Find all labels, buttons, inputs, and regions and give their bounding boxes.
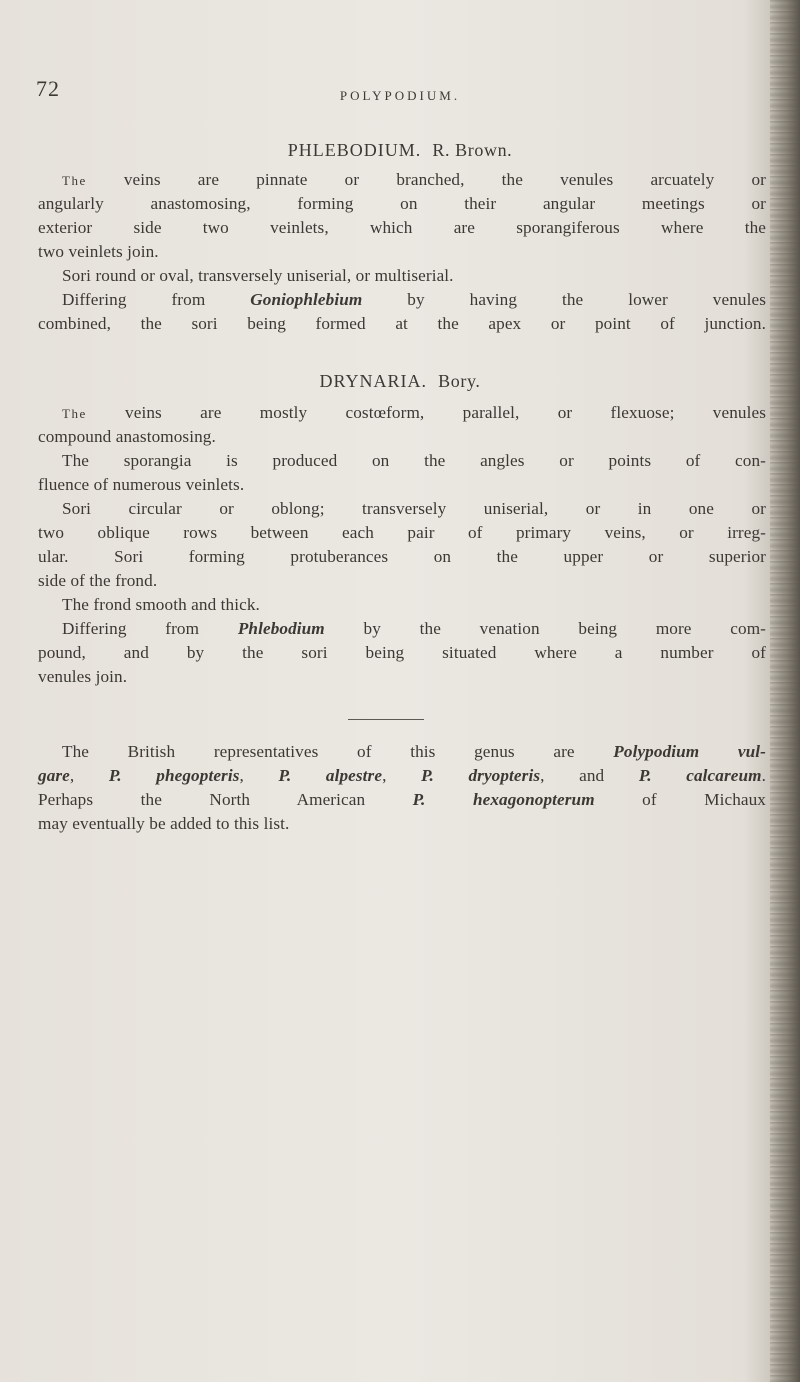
italic-genus: Goniophlebium: [250, 290, 363, 309]
line-text: Differing from: [62, 619, 238, 638]
line-text: ,: [382, 766, 422, 785]
line-text: veins are mostly costœform, parallel, or flexuose; venules: [86, 403, 766, 422]
paragraph-line: pound, and by the sori being situated where a number of: [38, 643, 766, 662]
paragraph-line: angularly anastomosing, forming on their angular meetings or: [38, 194, 766, 213]
line-text: by the venation being more com-: [324, 619, 766, 638]
paragraph-line: [38, 790, 766, 810]
page-number: 72: [36, 76, 60, 101]
line-text: Differing from: [62, 290, 251, 309]
paragraph-line: [62, 170, 766, 190]
paragraph-line: [62, 290, 766, 310]
paragraph-line: two veinlets join.: [38, 242, 159, 261]
genus-author: [438, 371, 480, 391]
paragraph-line: venules join.: [38, 667, 128, 686]
line-text: of Michaux: [594, 790, 766, 809]
section-heading-drynaria: [0, 371, 800, 392]
paragraph-line: fluence of numerous veinlets.: [38, 475, 245, 494]
line-text: veins are pinnate or branched, the venules arcuately or: [86, 170, 766, 189]
section-divider-rule: [348, 719, 424, 720]
paragraph-line: exterior side two veinlets, which are sporangiferous where the: [38, 218, 766, 237]
paragraph-line: compound anastomosing.: [38, 427, 216, 446]
genus-author: [432, 140, 512, 160]
italic-genus: Phlebodium: [237, 619, 325, 638]
paragraph-line: The frond smooth and thick.: [62, 595, 260, 614]
line-text: , and: [540, 766, 639, 785]
paragraph-line: Sori round or oval, transversely uniserial, or multiserial.: [62, 266, 454, 285]
italic-species: P. phegopteris: [108, 766, 240, 785]
italic-species: P. hexagonopterum: [412, 790, 595, 809]
paragraph-line: [62, 619, 766, 639]
italic-species: gare: [38, 766, 70, 785]
paragraph-line: ular. Sori forming protuberances on the upper or superior: [38, 547, 766, 566]
paragraph-line: side of the frond.: [38, 571, 158, 590]
italic-species: P. calcareum: [638, 766, 762, 785]
italic-species: P. alpestre: [278, 766, 383, 785]
paragraph-line: Sori circular or oblong; transversely uniserial, or in one or: [62, 499, 766, 518]
genus-name: PHLEBODIUM.: [287, 140, 422, 160]
italic-species: P. dryopteris: [421, 766, 541, 785]
paragraph-line: two oblique rows between each pair of primary veins, or irreg-: [38, 523, 766, 542]
line-text: The British representatives of this genus are: [62, 742, 614, 761]
paragraph-line: The sporangia is produced on the angles or points of con-: [62, 451, 766, 470]
line-text: ,: [239, 766, 279, 785]
paragraph-line: combined, the sori being formed at the apex or point of junction.: [38, 314, 766, 333]
section-heading-phlebodium: [0, 140, 800, 161]
genus-name: DRYNARIA.: [319, 371, 428, 391]
author-name: R. Brown.: [432, 140, 513, 160]
author-name: Bory.: [438, 371, 481, 391]
line-text: Perhaps the North American: [38, 790, 413, 809]
line-text: .: [761, 766, 766, 785]
running-head: POLYPODIUM.: [339, 88, 461, 103]
paragraph-line: may eventually be added to this list.: [38, 814, 290, 833]
paragraph-line: [62, 403, 766, 423]
small-caps-word: The: [62, 406, 87, 421]
italic-species: Polypodium vul-: [613, 742, 766, 761]
paragraph-line: [38, 766, 766, 786]
line-text: by having the lower venules: [362, 290, 766, 309]
page-edge-shadow: [770, 0, 800, 1382]
line-text: ,: [69, 766, 109, 785]
small-caps-word: The: [62, 173, 87, 188]
paragraph-line: [62, 742, 766, 762]
